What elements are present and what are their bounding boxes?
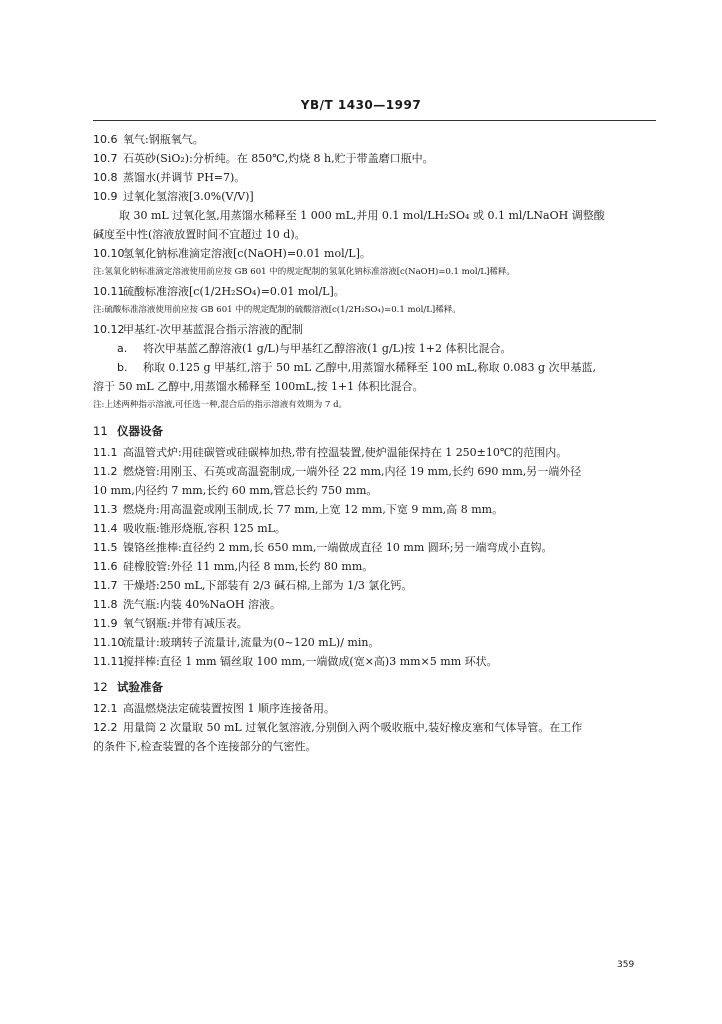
- clause-text: 吸收瓶:锥形烧瓶,容积 125 mL。: [123, 522, 286, 535]
- clause-number: 11.6: [93, 560, 118, 573]
- clause-text: 石英砂(SiO₂):分析纯。在 850℃,灼烧 8 h,贮于带盖磨口瓶中。: [123, 152, 434, 165]
- clause-text: 硅橡胶管:外径 11 mm,内径 8 mm,长约 80 mm。: [123, 560, 374, 573]
- clause-12-1: [93, 699, 656, 718]
- clause-text: 用量筒 2 次量取 50 mL 过氧化氢溶液,分别倒入两个吸收瓶中,装好橡皮塞和气体导管。在工作: [123, 721, 583, 734]
- clause-10-10: [93, 244, 656, 263]
- clause-11-3: [93, 500, 656, 519]
- clause-text: 高温管式炉:用硅碳管或硅碳棒加热,带有控温装置,使炉温能保持在 1 250±10℃的范围内。: [123, 446, 568, 459]
- clause-number: 11.7: [93, 579, 118, 592]
- clause-text: 流量计:玻璃转子流量计,流量为(0~120 mL)/ min。: [123, 636, 380, 649]
- clause-12-2: [93, 718, 656, 737]
- subitem-a: [93, 339, 656, 358]
- clause-text: 蒸馏水(并调节 PH=7)。: [123, 171, 246, 184]
- clause-text: 氢氧化钠标准滴定溶液[c(NaOH)=0.01 mol/L]。: [123, 247, 371, 260]
- header-rule: [93, 120, 656, 121]
- clause-text: 过氧化氢溶液[3.0%(V/V)]: [123, 190, 254, 203]
- clause-text: 甲基红-次甲基蓝混合指示溶液的配制: [123, 323, 303, 336]
- clause-11-2-cont: 10 mm,内径约 7 mm,长约 60 mm,管总长约 750 mm。: [93, 484, 378, 497]
- clause-11-5: [93, 538, 656, 557]
- clause-10-9-body-1: 取 30 mL 过氧化氢,用蒸馏水稀释至 1 000 mL,并用 0.1 mol/LH₂SO₄ 或 0.1 ml/LNaOH 调整酸: [119, 209, 605, 222]
- clause-text: 搅拌棒:直径 1 mm 镉丝取 100 mm,一端做成(宽×高)3 mm×5 mm 环状。: [123, 655, 498, 668]
- section-heading: 仪器设备: [117, 424, 163, 438]
- clause-11-10: [93, 633, 656, 652]
- clause-11-2: [93, 462, 656, 481]
- section-11-title: [93, 419, 656, 443]
- clause-text: 氧气:钢瓶氧气。: [123, 133, 204, 146]
- clause-10-9: [93, 187, 656, 206]
- subitem-text: 称取 0.125 g 甲基红,溶于 50 mL 乙醇中,用蒸馏水稀释至 100 mL,称取 0.083 g 次甲基蓝,: [143, 361, 596, 374]
- clause-12-2-cont: 的条件下,检查装置的各个连接部分的气密性。: [93, 740, 317, 753]
- clause-text: 洗气瓶:内装 40%NaOH 溶液。: [123, 598, 281, 611]
- subitem-b-cont: 溶于 50 mL 乙醇中,用蒸馏水稀释至 100mL,按 1+1 体积比混合。: [93, 380, 424, 393]
- clause-number: 10.10: [93, 247, 125, 260]
- clause-number: 11.5: [93, 541, 118, 554]
- clause-text: 硫酸标准溶液[c(1/2H₂SO₄)=0.01 mol/L]。: [123, 285, 345, 298]
- clause-number: 10.6: [93, 133, 118, 146]
- clause-text: 干燥塔:250 mL,下部装有 2/3 碱石棉,上部为 1/3 氯化钙。: [123, 579, 413, 592]
- section-12-title: [93, 675, 656, 699]
- clause-10-11: [93, 282, 656, 301]
- clause-11-7: [93, 576, 656, 595]
- clause-number: 11.9: [93, 617, 118, 630]
- clause-number: 11.11: [93, 655, 125, 668]
- clause-11-9: [93, 614, 656, 633]
- clause-number: 11.4: [93, 522, 118, 535]
- clause-number: 10.7: [93, 152, 118, 165]
- clause-number: 11.1: [93, 446, 118, 459]
- clause-10-12: [93, 320, 656, 339]
- page-header: YB/T 1430—1997: [300, 98, 422, 112]
- clause-10-9-body-2: 碱度至中性(溶液放置时间不宜超过 10 d)。: [93, 228, 306, 241]
- clause-text: 高温燃烧法定硫装置按图 1 顺序连接备用。: [123, 702, 335, 715]
- clause-11-6: [93, 557, 656, 576]
- clause-number: 11.3: [93, 503, 118, 516]
- clause-10-6: [93, 130, 656, 149]
- subitem-b: [93, 358, 656, 377]
- clause-number: 11.8: [93, 598, 118, 611]
- section-heading: 试验准备: [117, 680, 163, 694]
- clause-10-7: [93, 149, 656, 168]
- note-10-11: 注:硫酸标准溶液使用前应按 GB 601 中的规定配制的硫酸溶液[c(1/2H₂SO₄)=0.1 mol/L]稀释。: [93, 305, 461, 315]
- clause-text: 氧气钢瓶:并带有减压表。: [123, 617, 248, 630]
- section-number: 11: [93, 424, 108, 438]
- clause-number: 10.11: [93, 285, 125, 298]
- clause-number: 12.1: [93, 702, 118, 715]
- clause-number: 11.10: [93, 636, 125, 649]
- subitem-text: 将次甲基蓝乙醇溶液(1 g/L)与甲基红乙醇溶液(1 g/L)按 1+2 体积比混合。: [143, 342, 512, 355]
- clause-number: 10.12: [93, 323, 125, 336]
- section-number: 12: [93, 680, 108, 694]
- clause-number: 10.8: [93, 171, 118, 184]
- clause-text: 燃烧管:用刚玉、石英或高温瓷制成,一端外径 22 mm,内径 19 mm,长约 690 mm,另一端外径: [123, 465, 582, 478]
- clause-number: 11.2: [93, 465, 118, 478]
- clause-number: 12.2: [93, 721, 118, 734]
- note-10-10: 注:氢氧化钠标准滴定溶液使用前应按 GB 601 中的规定配制的氢氧化钠标准溶液[c(NaOH)=0.1 mol/L]稀释。: [93, 267, 515, 277]
- clause-10-8: [93, 168, 656, 187]
- note-10-12: 注:上述两种指示溶液,可任选一种,混合后的指示溶液有效期为 7 d。: [93, 400, 348, 410]
- clause-number: 10.9: [93, 190, 118, 203]
- clause-text: 燃烧舟:用高温瓷或刚玉制成,长 77 mm,上宽 12 mm,下宽 9 mm,高 8 mm。: [123, 503, 504, 516]
- clause-11-4: [93, 519, 656, 538]
- clause-11-8: [93, 595, 656, 614]
- page-content: [93, 130, 656, 756]
- page-number: 359: [617, 960, 635, 970]
- subitem-label: b.: [117, 361, 128, 374]
- clause-11-1: [93, 443, 656, 462]
- subitem-label: a.: [117, 342, 128, 355]
- clause-text: 镍铬丝推棒:直径约 2 mm,长 650 mm,一端做成直径 10 mm 圆环;另一端弯成小直钩。: [123, 541, 553, 554]
- clause-11-11: [93, 652, 656, 671]
